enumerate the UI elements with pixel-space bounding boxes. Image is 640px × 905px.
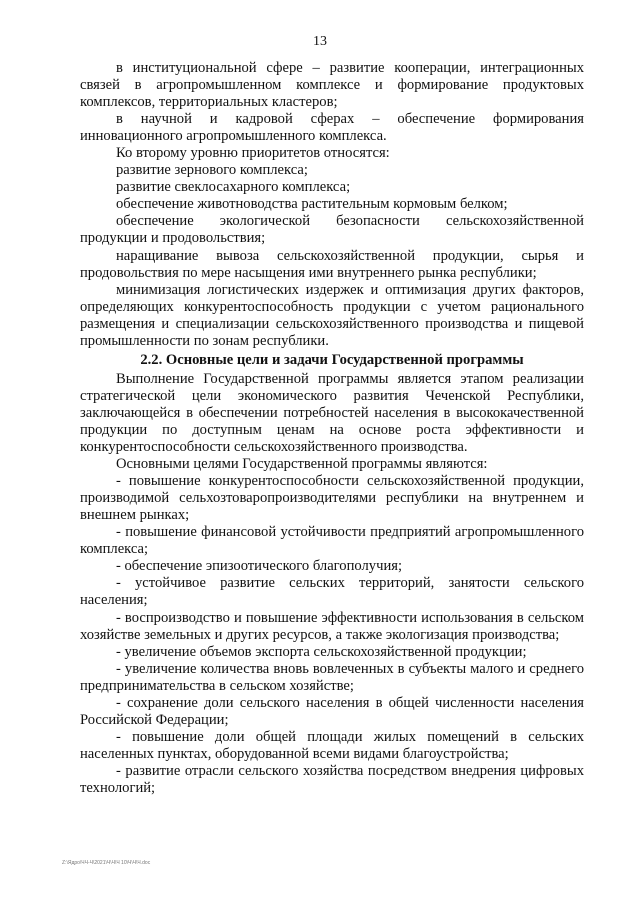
list-item: - воспроизводство и повышение эффективности использования в сельском хозяйстве земельных и других ресурсов, а также экологизация производства; bbox=[80, 609, 584, 643]
paragraph: в научной и кадровой сферах – обеспечение формирования инновационного агропромышленного комплекса. bbox=[80, 111, 584, 145]
paragraph: Выполнение Государственной программы является этапом реализации стратегической цели экономического развития Чеченской Республики, заключающейся в обеспечении потребностей населения в высококачественной продукции по доступным ценам на основе роста эффективности и конкурентоспособности сельскохозяйственного производства. bbox=[80, 370, 584, 456]
paragraph: развитие свеклосахарного комплекса; bbox=[116, 179, 351, 196]
paragraph: развитие зернового комплекса; bbox=[116, 162, 308, 179]
section-heading: 2.2. Основные цели и задачи Государственной программы bbox=[140, 351, 524, 368]
list-item: - повышение доли общей площади жилых помещений в сельских населенных пунктах, оборудованной всеми видами благоустройства; bbox=[80, 728, 584, 762]
list-item: - развитие отрасли сельского хозяйства посредством внедрения цифровых технологий; bbox=[80, 762, 584, 796]
list-item: - повышение финансовой устойчивости предприятий агропромышленного комплекса; bbox=[80, 524, 584, 558]
page-number: 13 bbox=[313, 34, 327, 49]
paragraph: Ко второму уровню приоритетов относятся: bbox=[116, 145, 390, 162]
list-item: - устойчивое развитие сельских территорий, занятости сельского населения; bbox=[80, 575, 584, 609]
paragraph: в институциональной сфере – развитие кооперации, интеграционных связей в агропромышленном комплексе и формирование продуктовых комплексов, территориальных кластеров; bbox=[80, 60, 584, 111]
footer-file-path: Z:\Ядро\ЧЧ-Ч\2021\Ч\Ч\Ч 10\Ч\Ч\Ч.doc bbox=[62, 860, 151, 866]
list-item: - увеличение объемов экспорта сельскохозяйственной продукции; bbox=[116, 643, 527, 660]
paragraph: обеспечение экологической безопасности сельскохозяйственной продукции и продовольствия; bbox=[80, 213, 584, 247]
list-item: - обеспечение эпизоотического благополучия; bbox=[116, 558, 403, 575]
list-item: - сохранение доли сельского населения в общей численности населения Российской Федерации; bbox=[80, 694, 584, 728]
paragraph: наращивание вывоза сельскохозяйственной продукции, сырья и продовольствия по мере насыщения ими внутреннего рынка республики; bbox=[80, 247, 584, 281]
paragraph: обеспечение животноводства растительным кормовым белком; bbox=[116, 196, 508, 213]
paragraph: Основными целями Государственной программы являются: bbox=[116, 456, 488, 473]
list-item: - увеличение количества вновь вовлеченных в субъекты малого и среднего предпринимательства в сельском хозяйстве; bbox=[80, 660, 584, 694]
document-body bbox=[80, 60, 584, 797]
list-item: - повышение конкурентоспособности сельскохозяйственной продукции, производимой сельхозтоваропроизводителями республики на внутреннем и внешнем рынках; bbox=[80, 473, 584, 524]
paragraph: минимизация логистических издержек и оптимизация других факторов, определяющих конкурентоспособность продукции с учетом рационального размещения и специализации сельскохозяйственного производства и пищевой промышленности по зонам республики. bbox=[80, 281, 584, 349]
